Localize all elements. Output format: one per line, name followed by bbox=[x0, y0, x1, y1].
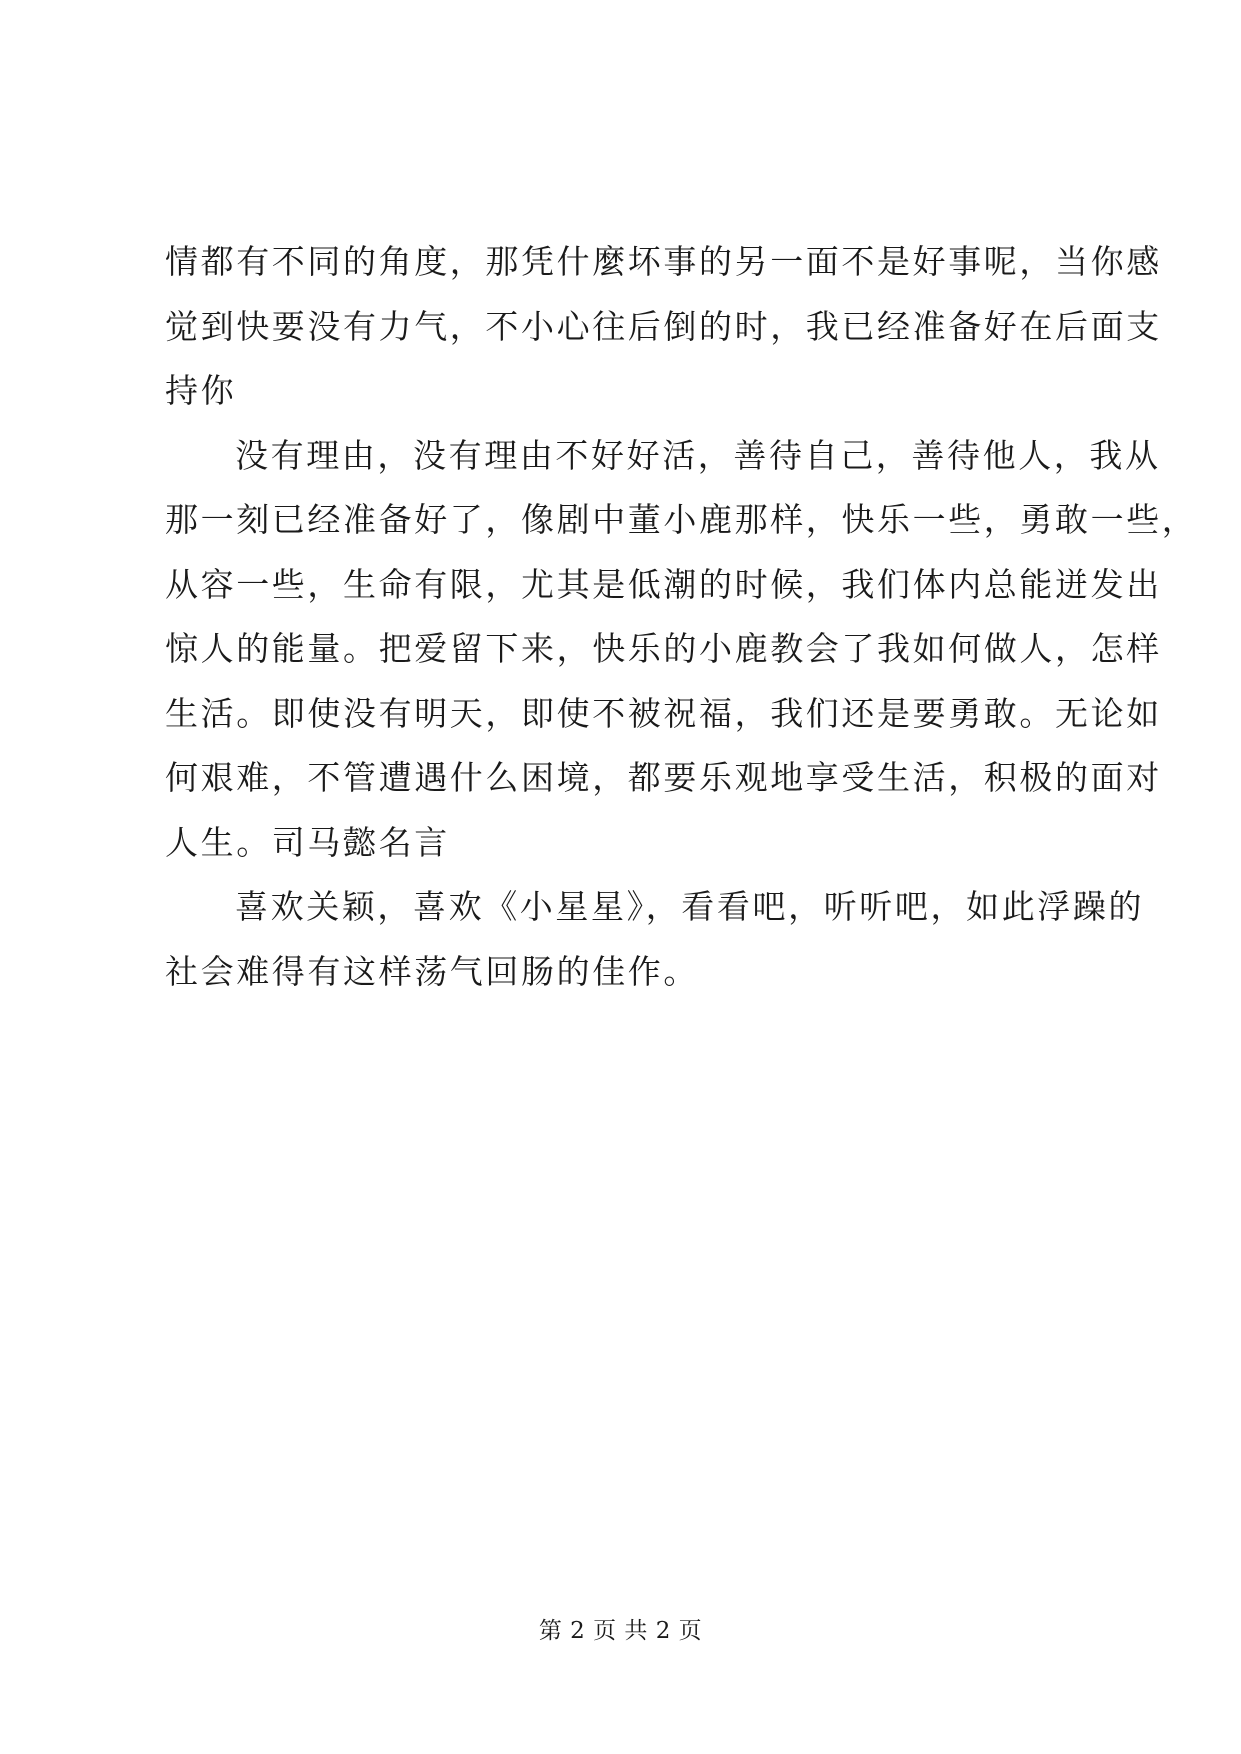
paragraph-2 bbox=[165, 424, 1198, 876]
text-line: 生活。即使没有明天，即使不被祝福，我们还是要勇敢。无论如 bbox=[165, 693, 1162, 733]
page-number-footer: 第 2 页 共 2 页 bbox=[538, 1618, 703, 1644]
text-line: 惊人的能量。把爱留下来，快乐的小鹿教会了我如何做人，怎样 bbox=[165, 629, 1162, 668]
text-line: 那一刻已经准备好了，像剧中董小鹿那样，快乐一些，勇敢一些， bbox=[165, 500, 1198, 539]
document-body bbox=[165, 230, 1198, 1004]
text-line: 喜欢关颖，喜欢《小星星》，看看吧，听听吧，如此浮躁的 bbox=[235, 887, 1145, 926]
text-line: 人生。司马懿名言 bbox=[165, 822, 450, 862]
text-line: 社会难得有这样荡气回肠的佳作。 bbox=[165, 951, 699, 991]
paragraph-3 bbox=[165, 875, 1145, 1004]
paragraph-1 bbox=[165, 230, 1162, 424]
text-line: 持你 bbox=[165, 371, 237, 410]
text-line: 情都有不同的角度，那凭什麼坏事的另一面不是好事呢，当你感 bbox=[165, 242, 1162, 281]
text-line: 从容一些，生命有限，尤其是低潮的时候，我们体内总能迸发出 bbox=[165, 564, 1162, 604]
text-line: 没有理由，没有理由不好好活，善待自己，善待他人，我从 bbox=[235, 435, 1161, 475]
text-line: 何艰难，不管遭遇什么困境，都要乐观地享受生活，积极的面对 bbox=[165, 758, 1162, 797]
text-line: 觉到快要没有力气，不小心往后倒的时，我已经准备好在后面支 bbox=[165, 306, 1162, 346]
